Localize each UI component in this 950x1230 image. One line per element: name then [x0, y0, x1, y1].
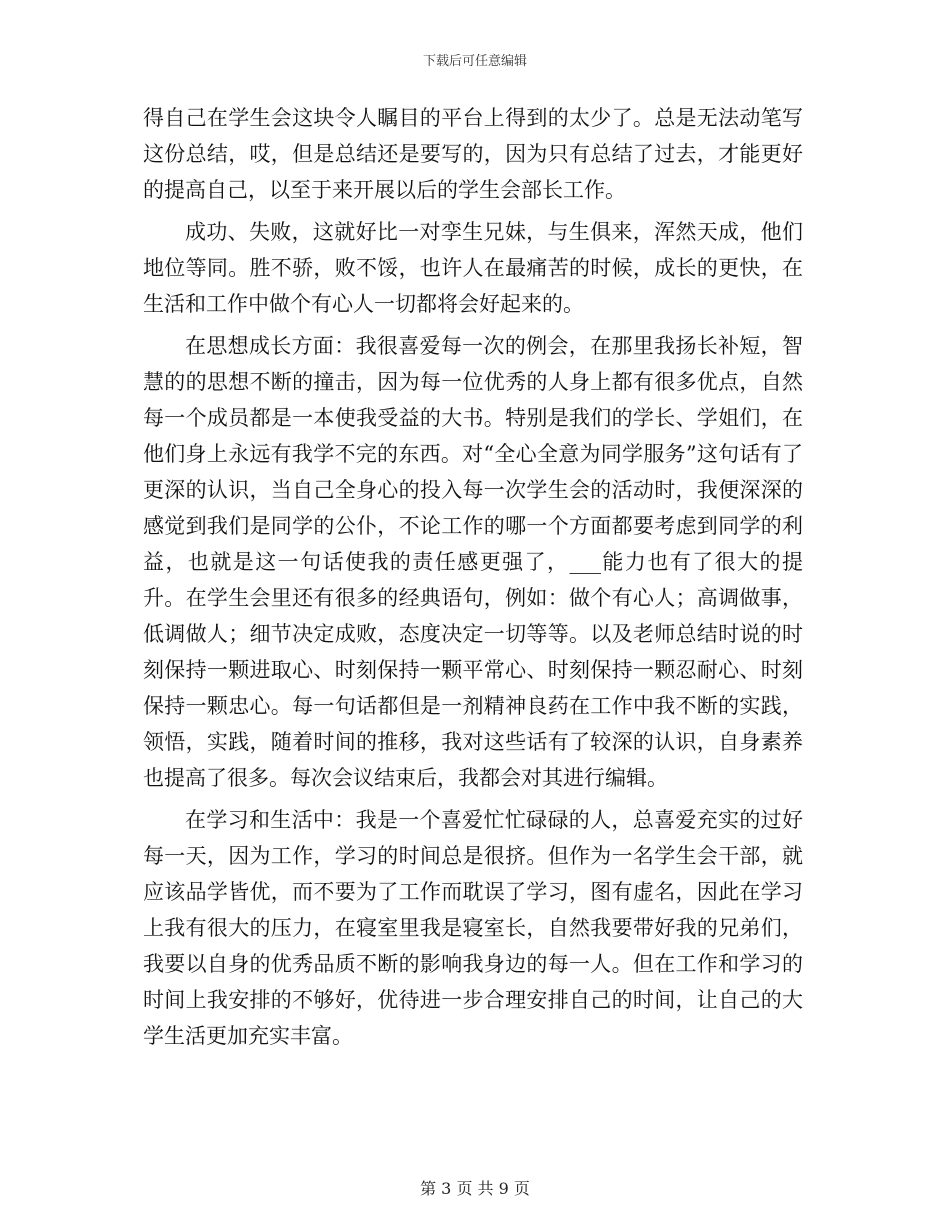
- page-footer: 第 3 页 共 9 页: [420, 1179, 530, 1198]
- paragraph-4: 在学习和生活中：我是一个喜爱忙忙碌碌的人，总喜爱充实的过好每一天，因为工作，学习的时间总是很挤。但作为一名学生会干部，就应该品学皆优，而不要为了工作而耽误了学习，图有虚名，因此在学习上我有很大的压力，在寝室里我是寝室长，自然我要带好我的兄弟们，我要以自身的优秀品质不断的影响我身边的每一人。但在工作和学习的时间上我安排的不够好，优待进一步合理安排自己的时间，让自己的大学生活更加充实丰富。: [143, 808, 803, 1048]
- page-header: 下载后可任意编辑: [422, 54, 527, 69]
- paragraph-2: 成功、失败，这就好比一对孪生兄妹，与生俱来，浑然天成，他们地位等同。胜不骄，败不馁，也许人在最痛苦的时候，成长的更快，在生活和工作中做个有心人一切都将会好起来的。: [143, 220, 803, 316]
- paragraph-1: 得自己在学生会这块令人瞩目的平台上得到的太少了。总是无法动笔写这份总结，哎，但是总结还是要写的，因为只有总结了过去，才能更好的提高自己，以至于来开展以后的学生会部长工作。: [143, 106, 803, 202]
- document-body: [143, 100, 803, 1060]
- paragraph-3: 在思想成长方面：我很喜爱每一次的例会，在那里我扬长补短，智慧的的思想不断的撞击，因为每一位优秀的人身上都有很多优点，自然每一个成员都是一本使我受益的大书。特别是我们的学长、学姐们，在他们身上永远有我学不完的东西。对“全心全意为同学服务”这句话有了更深的认识，当自己全身心的投入每一次学生会的活动时，我便深深的感觉到我们是同学的公仆，不论工作的哪一个方面都要考虑到同学的利益，也就是这一句话使我的责任感更强了，___能力也有了很大的提升。在学生会里还有很多的经典语句，例如：做个有心人；高调做事，低调做人；细节决定成败，态度决定一切等等。以及老师总结时说的时刻保持一颗进取心、时刻保持一颗平常心、时刻保持一颗忍耐心、时刻保持一颗忠心。每一句话都但是一剂精神良药在工作中我不断的实践，领悟，实践，随着时间的推移，我对这些话有了较深的认识，自身素养也提高了很多。每次会议结束后，我都会对其进行编辑。: [143, 334, 803, 790]
